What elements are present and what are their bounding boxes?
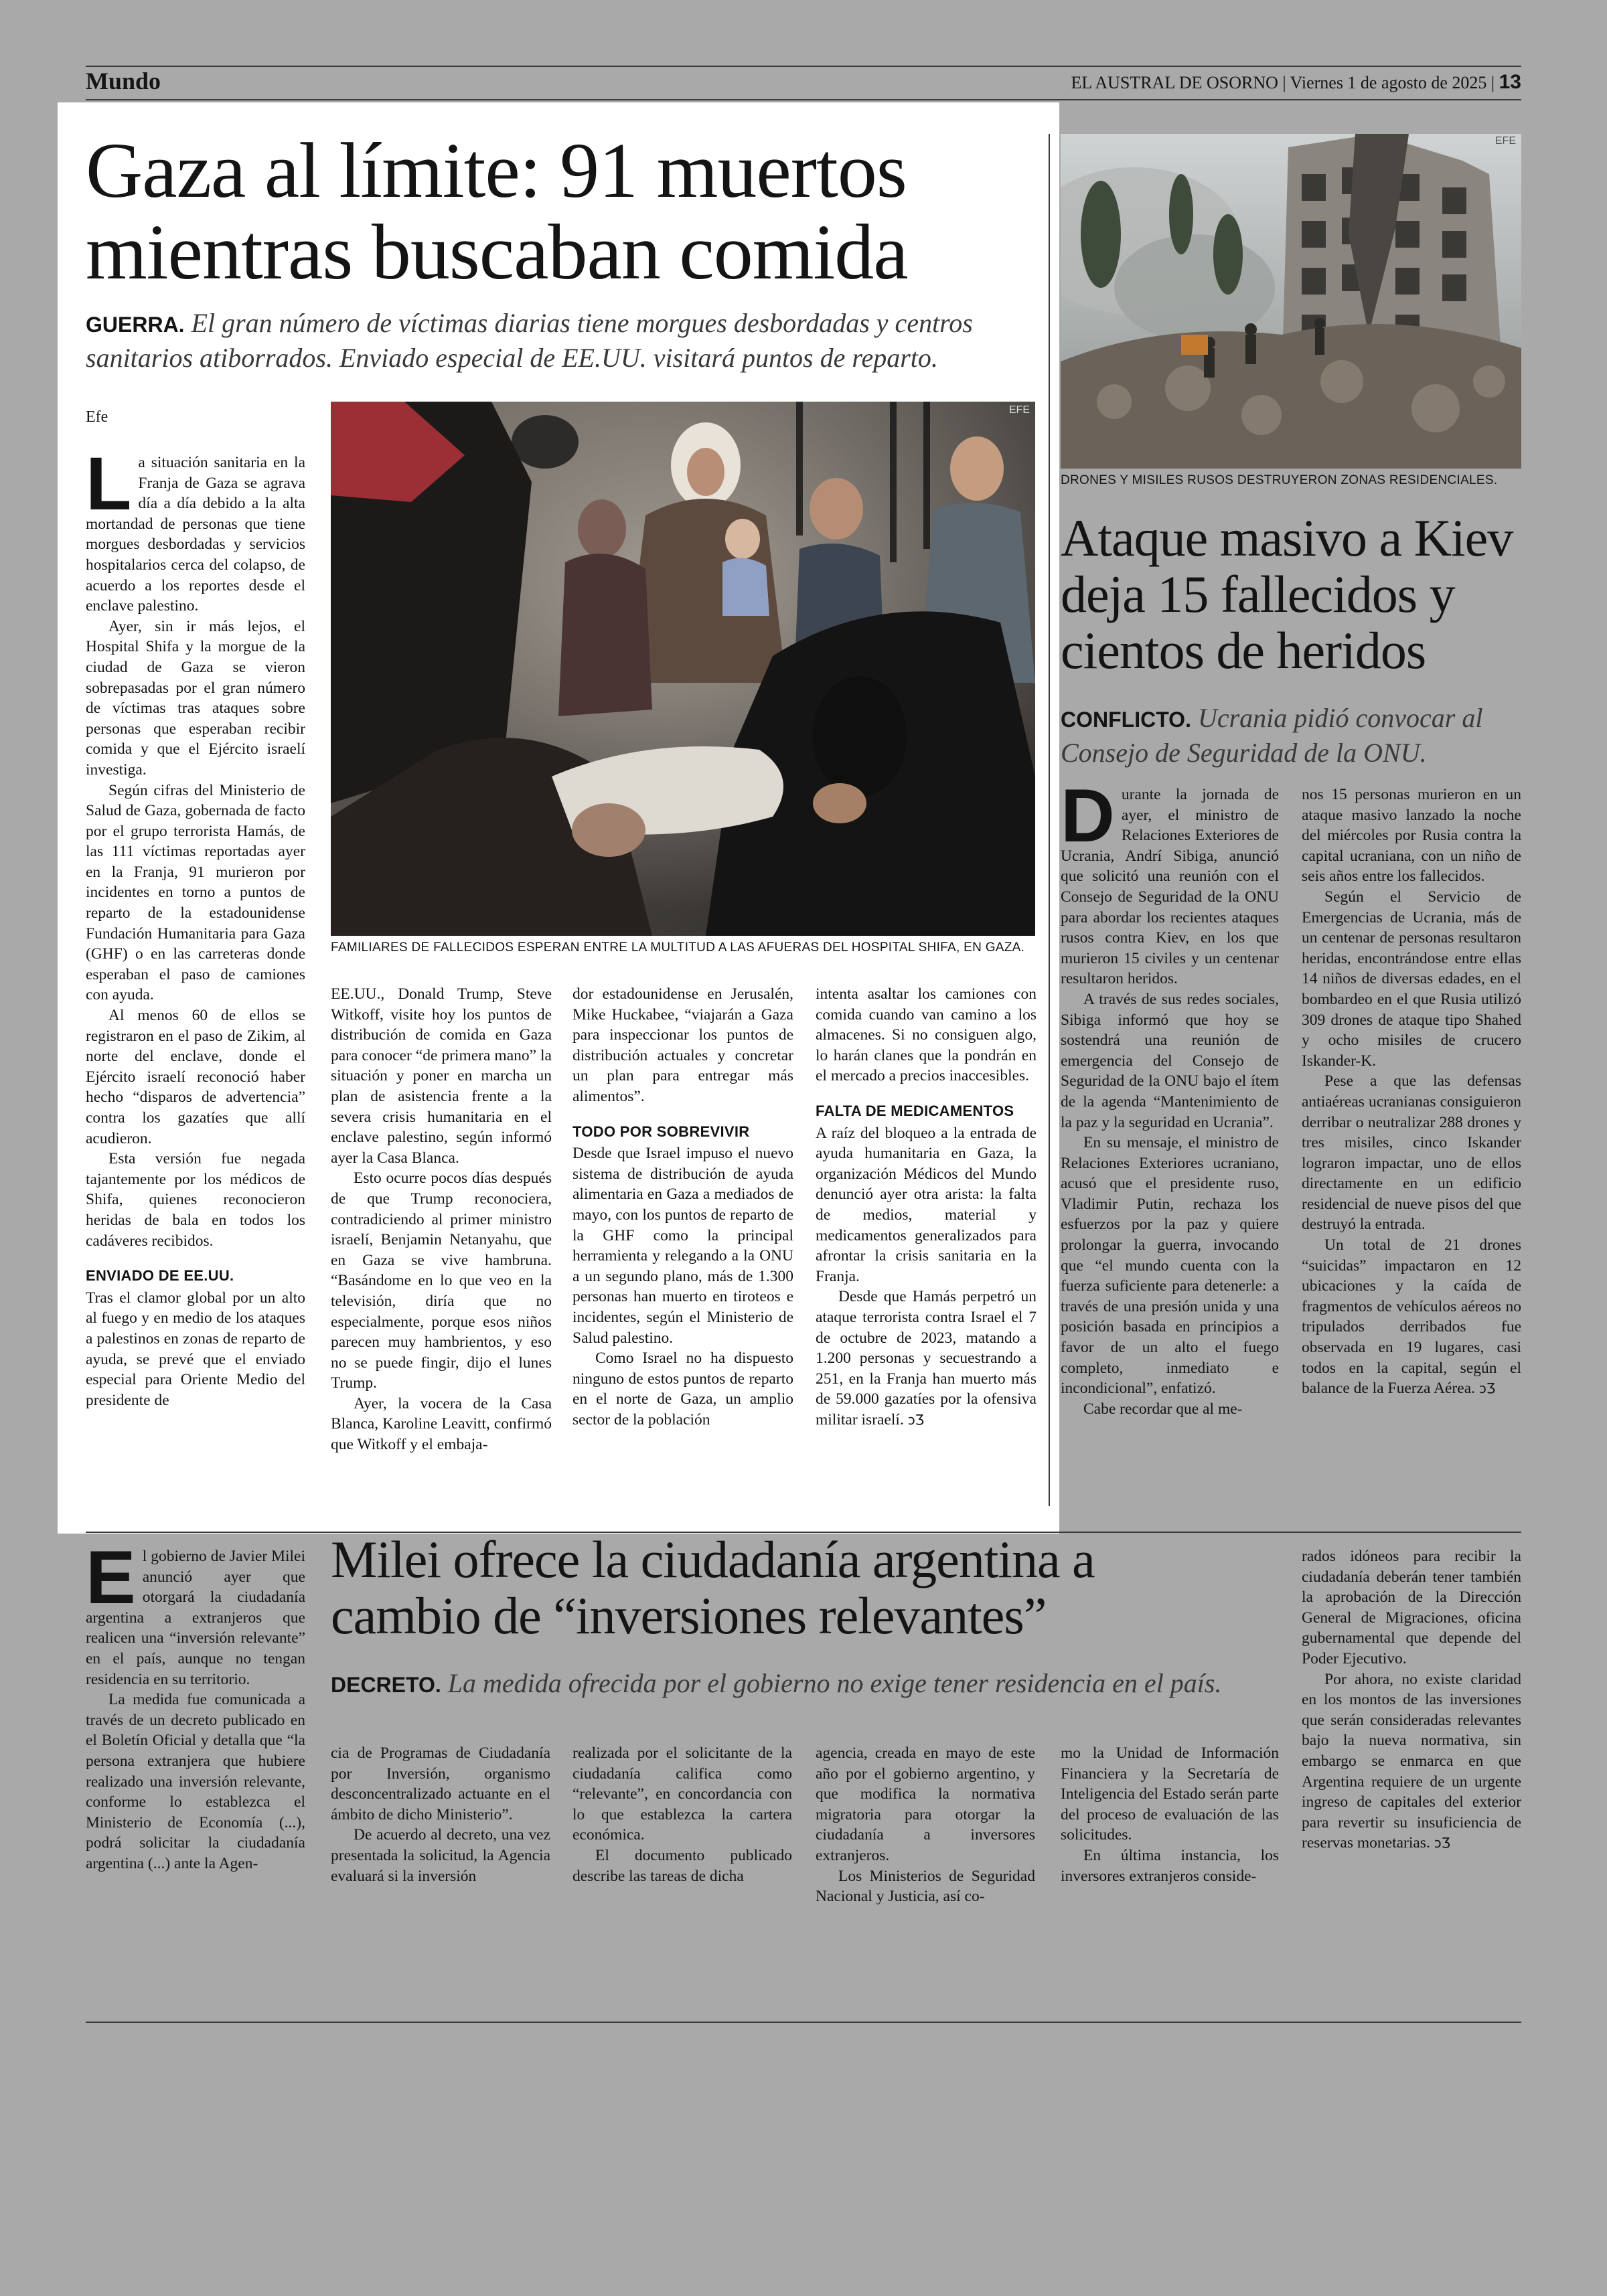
gaza-paragraph: Como Israel no ha dispuesto ninguno de estos puntos de reparto en el norte de Gaza, un amplio sector de la población [572, 1349, 793, 1428]
gaza-column-3 [572, 984, 793, 1430]
kiev-photo-illustration [1061, 134, 1521, 469]
milei-paragraph: mo la Unidad de Información Financiera y la Secretaría de Inteligencia del Estado serán parte del proceso de evaluación de las solicitudes. [1061, 1744, 1279, 1844]
milei-paragraph: Los Ministerios de Seguridad Nacional y Justicia, así co- [816, 1867, 1035, 1906]
milei-headline-line-1: Milei ofrece la ciudadanía argentina a [331, 1530, 1095, 1588]
kiev-column-2 [1302, 785, 1521, 1399]
milei-lead-paragraph: El gobierno de Javier Milei anunció ayer que otorgará la ciudadanía argentina a extranjeros que realicen una “inversión relevante” en el país, aunque no tengan residencia en su territorio. [86, 1536, 305, 1688]
section-name: Mundo [86, 68, 161, 94]
gaza-column-2 [331, 984, 552, 1455]
gaza-photo-illustration [331, 402, 1035, 936]
column-divider [1049, 134, 1050, 1506]
milei-column-2 [331, 1743, 550, 1886]
kiev-paragraph: Cabe recordar que al me- [1083, 1400, 1243, 1418]
kiev-lead-paragraph: Durante la jornada de ayer, el ministro de Relaciones Exteriores de Ucrania, Andrí Sibiga, anunció que solicitó una reunión con el Consejo de Seguridad de la ONU para abordar los recientes ataques rusos contra Kiev, en los que murieron 15 civiles y un centenar resultaron heridos. [1061, 774, 1279, 988]
gaza-paragraph: Según cifras del Ministerio de Salud de Gaza, gobernada de facto por el grupo terrorista Hamás, de las 111 víctimas reportadas ayer en la Franja, 91 murieron por incidentes en torno a puntos de reparto de la estadounidense Fundación Humanitaria para Gaza (GHF) o en las carreteras donde esperaban el paso de camiones con ayuda. [86, 781, 305, 1004]
folio-separator: | [1490, 73, 1495, 92]
gaza-paragraph: Tras el clamor global por un alto al fuego y en medio de los ataques a palestinos en zonas de reparto de ayuda, se prevé que el enviado especial para Oriente Medio del presidente de [86, 1289, 305, 1409]
gaza-paragraph: EE.UU., Donald Trump, Steve Witkoff, visite hoy los puntos de distribución de comida en Gaza para conocer “de primera mano” la situación y poner en marcha un plan de asistencia frente a la severa crisis humanitaria en el enclave palestino, según informó ayer la Casa Blanca. [331, 985, 552, 1167]
milei-paragraph: En última instancia, los inversores extranjeros conside- [1061, 1846, 1279, 1885]
kiev-headline-line-3: cientos de heridos [1061, 621, 1426, 679]
gaza-lead-paragraph: La situación sanitaria en la Franja de Gaza se agrava día a día debido a la alta mortandad de personas que tiene morgues desbordadas y servicios hospitalarios cerca del colapso, de acuerdo a los reportes desde el enclave palestino. [86, 442, 305, 615]
gaza-paragraph: Desde que Hamás perpetró un ataque terrorista contra Israel el 7 de octubre de 2023, matando a 1.200 personas y secuestrando a 251, en la Franja han muerto más de 59.000 gazatíes por la ofensiva militar israelí. ↄƷ [816, 1288, 1037, 1428]
gaza-paragraph: Esta versión fue negada tajantemente por los médicos de Shifa, quienes reconocieron heridas de bala en todos los cadáveres recibidos. [86, 1150, 305, 1250]
gaza-photo-credit: EFE [1008, 404, 1030, 416]
milei-paragraph: De acuerdo al decreto, una vez presentada la solicitud, la Agencia evaluará si la inversión [331, 1826, 550, 1885]
milei-kicker: DECRETO. [331, 1673, 441, 1697]
kiev-paragraph: nos 15 personas murieron en un ataque masivo lanzado la noche del miércoles por Rusia contra la capital ucraniana, con un niño de seis años entre los fallecidos. [1302, 786, 1521, 886]
milei-headline-line-2: cambio de “inversiones relevantes” [331, 1586, 1047, 1645]
kiev-deck [1061, 702, 1521, 770]
gaza-kicker: GUERRA. [86, 313, 185, 337]
bottom-rule [86, 2022, 1521, 2023]
gaza-headline-line-1: Gaza al límite: 91 muertos [86, 127, 907, 214]
kiev-photo-credit: EFE [1495, 135, 1516, 147]
milei-paragraph: rados idóneos para recibir la ciudadanía deberán tener también la aprobación de la Dirección General de Migraciones, oficina gubernamental que depende del Poder Ejecutivo. [1302, 1548, 1521, 1667]
milei-paragraph: El documento publicado describe las tareas de dicha [572, 1846, 792, 1885]
milei-paragraph: agencia, creada en mayo de este año por el gobierno argentino, y que modifica la normativa migratoria para otorgar la ciudadanía a inversores extranjeros. [816, 1744, 1035, 1864]
kiev-paragraph: A través de sus redes sociales, Sibiga informó que hoy se sostendrá una reunión de emergencia del Consejo de Seguridad de la ONU bajo el ítem de la agenda “Mantenimiento de la paz y la seguridad en Ucrania”. [1061, 990, 1279, 1131]
milei-headline [331, 1532, 1295, 1644]
kiev-photo [1061, 134, 1521, 469]
gaza-column-1 [86, 442, 305, 1410]
gaza-paragraph: intenta asaltar los camiones con comida cuando van camino a los almacenes. Si no consiguen algo, lo harán clanes que la pondrán en el mercado a precios inaccesibles. [816, 985, 1037, 1085]
gaza-deck [86, 307, 1037, 375]
gaza-photo-caption: FAMILIARES DE FALLECIDOS ESPERAN ENTRE LA MULTITUD A LAS AFUERAS DEL HOSPITAL SHIFA, EN GAZA. [331, 940, 1025, 955]
header-rule [86, 99, 1521, 100]
milei-column-1 [86, 1536, 305, 1874]
gaza-subhead-survive: TODO POR SOBREVIVIR [572, 1123, 750, 1140]
kiev-headline [1061, 510, 1521, 679]
gaza-subhead-envoy: ENVIADO DE EE.UU. [86, 1267, 234, 1285]
newspaper-name: EL AUSTRAL DE OSORNO [1071, 73, 1278, 92]
gaza-paragraph: Ayer, sin ir más lejos, el Hospital Shifa y la morgue de la ciudad de Gaza se vieron sobrepasadas por el gran número de víctimas tras ataques sobre personas que esperaban recibir comida y que el Ejército israelí investiga. [86, 617, 305, 778]
milei-column-6 [1302, 1546, 1521, 1854]
milei-paragraph: realizada por el solicitante de la ciudadanía califica como “relevante”, en concordancia con lo que establezca la cartera económica. [572, 1744, 792, 1844]
milei-column-3 [572, 1743, 792, 1886]
kiev-photo-caption: DRONES Y MISILES RUSOS DESTRUYERON ZONAS RESIDENCIALES. [1061, 473, 1498, 487]
folio [1071, 71, 1521, 94]
milei-paragraph: cia de Programas de Ciudadanía por Inversión, organismo desconcentralizado actuante en el ámbito de dicho Ministerio”. [331, 1744, 550, 1823]
gaza-photo [331, 402, 1035, 936]
gaza-paragraph: Esto ocurre pocos días después de que Trump reconociera, contradiciendo al primer ministro israelí, Benjamin Netanyahu, que en Gaza se vive hambruna. “Basándome en lo que veo en la televisión, diría que no especialmente, porque esos niños parecen muy hambrientos, y eso no se puede fingir, dijo el lunes Trump. [331, 1169, 552, 1392]
kiev-paragraph: Un total de 21 drones “suicidas” impactaron en 12 ubicaciones y la caída de fragmentos de vehículos aéreos no tripulados derribados fue observada en 19 lugares, casi todos en la capital, según el balance de la Fuerza Aérea. ↄƷ [1302, 1236, 1521, 1398]
end-mark: ↄƷ [907, 1411, 925, 1428]
milei-column-5 [1061, 1743, 1279, 1886]
kiev-paragraph: Pese a que las defensas antiaéreas ucranianas consiguieron derribar o neutralizar 288 drones y tres misiles, cinco Iskander lograron impactar, uno de ellos directamente en un edificio residencial de nueve pisos del que destruyó la entrada. [1302, 1072, 1521, 1234]
page-number: 13 [1499, 71, 1521, 93]
milei-paragraph: La medida fue comunicada a través de un decreto publicado en el Boletín Oficial y detalla que “la persona extranjera que hubiere realizado una inversión relevante, conforme lo establezca el Ministerio de Economía (...), podrá solicitar la ciudadanía argentina (...) ante la Agen- [86, 1691, 305, 1872]
gaza-paragraph: A raíz del bloqueo a la entrada de ayuda humanitaria en Gaza, la organización Médicos del Mundo denunció ayer otra arista: la falta de medios, material y medicamentos generalizados para afrontar la crisis sanitaria en la Franja. [816, 1124, 1037, 1285]
kiev-headline-line-1: Ataque masivo a Kiev [1061, 509, 1513, 567]
kiev-deck-text: Ucrania pidió convocar al Consejo de Seguridad de la ONU. [1061, 703, 1483, 768]
top-rule [86, 66, 1521, 67]
kiev-headline-line-2: deja 15 fallecidos y [1061, 565, 1455, 623]
kiev-kicker: CONFLICTO. [1061, 708, 1191, 732]
gaza-subhead-medicine: FALTA DE MEDICAMENTOS [816, 1102, 1014, 1119]
end-mark: ↄƷ [1434, 1835, 1451, 1852]
gaza-paragraph: Ayer, la vocera de la Casa Blanca, Karoline Leavitt, confirmó que Witkoff y el embaja- [331, 1394, 552, 1454]
gaza-headline [86, 127, 1037, 296]
gaza-column-4 [816, 984, 1037, 1430]
milei-deck-text: La medida ofrecida por el gobierno no exige tener residencia en el país. [447, 1668, 1222, 1698]
kiev-paragraph: Según el Servicio de Emergencias de Ucrania, más de un centenar de personas resultaron heridas, encontrándose entre ellas 14 niños de diversas edades, en el bombardeo en el que Rusia utilizó 309 drones de ataque tipo Shahed y ocho misiles de crucero Iskander-K. [1302, 888, 1521, 1070]
milei-dropcap: E [86, 1536, 136, 1619]
kiev-dropcap: D [1061, 774, 1115, 857]
gaza-byline: Efe [86, 408, 108, 426]
gaza-paragraph: Al menos 60 de ellos se registraron en el paso de Zikim, al norte del enclave, donde el Ejército israelí reconoció haber hecho “disparos de advertencia” contra los gazatíes que allí acudieron. [86, 1007, 305, 1147]
issue-date: Viernes 1 de agosto de 2025 [1290, 73, 1487, 92]
milei-column-4 [816, 1743, 1035, 1907]
gaza-headline-line-2: mientras buscaban comida [86, 208, 908, 296]
kiev-paragraph: En su mensaje, el ministro de Relaciones Exteriores ucraniano, acusó que el presidente ruso, Vladimir Putin, rechaza los esfuerzos por la paz y quiere prolongar la guerra, invocando que “el mundo cuenta con la fuerza suficiente para detenerle: a través de una presión unida y una posición basada en principios a favor de un alto el fuego completo, inmediato e incondicional”, enfatizó. [1061, 1134, 1279, 1398]
milei-deck [331, 1667, 1295, 1702]
end-mark: ↄƷ [1478, 1380, 1496, 1397]
kiev-column-1 [1061, 774, 1279, 1419]
gaza-paragraph: Desde que Israel impuso el nuevo sistema de distribución de ayuda alimentaria en Gaza a mediados de mayo, con los puntos de reparto de la GHF como la principal herramienta y relegando a la ONU a un segundo plano, más de 1.300 personas han muerto en tiroteos e incidentes, según el Ministerio de Salud palestino. [572, 1145, 793, 1347]
folio-separator: | [1282, 73, 1286, 92]
gaza-paragraph: dor estadounidense en Jerusalén, Mike Huckabee, “viajarán a Gaza para inspeccionar los puntos de distribución actuales y concretar un plan para entregar más alimentos”. [572, 985, 793, 1105]
gaza-deck-text: El gran número de víctimas diarias tiene morgues desbordadas y centros sanitarios atiborrados. Enviado especial de EE.UU. visitará puntos de reparto. [86, 308, 973, 373]
milei-paragraph: Por ahora, no existe claridad en los montos de las inversiones que serán consideradas relevantes bajo la nueva normativa, sin embargo se enmarca en que Argentina requiere de un urgente ingreso de capitales del exterior para revertir su insuficiencia de reservas monetarias. ↄƷ [1302, 1670, 1521, 1852]
gaza-dropcap: L [86, 442, 132, 525]
